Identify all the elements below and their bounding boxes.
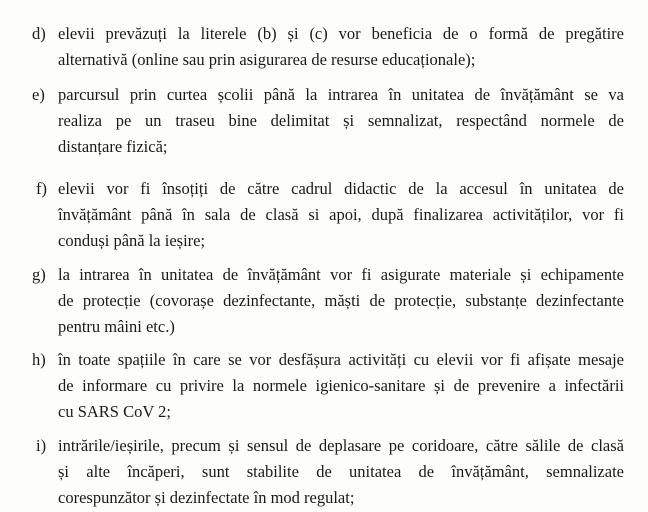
text-line: elevii vor fi însoțiți de către cadrul didactic de la accesul în unitatea de xyxy=(58,179,624,198)
text-line: parcursul prin curtea școlii până la intrarea în unitatea de învățământ se va xyxy=(58,85,624,104)
text-line: cu SARS CoV 2; xyxy=(58,402,171,421)
list-item-text xyxy=(58,176,624,254)
text-line: la intrarea în unitatea de învățământ vor fi asigurate materiale și echipamente xyxy=(58,265,624,284)
list-marker: g) xyxy=(32,265,46,284)
text-line: corespunzător și dezinfectate în mod regulat; xyxy=(58,488,355,507)
text-line: elevii prevăzuți la literele (b) și (c) vor beneficia de o formă de pregătire xyxy=(58,24,624,43)
text-line: distanțare fizică; xyxy=(58,137,168,156)
list-marker: i) xyxy=(36,436,47,455)
text-line: intrările/ieșirile, precum și sensul de deplasare pe coridoare, către sălile de clasă xyxy=(58,436,624,455)
list-marker: h) xyxy=(32,350,46,369)
list-item-text xyxy=(58,347,624,425)
text-line: pentru mâini etc.) xyxy=(58,317,175,336)
list-item-text xyxy=(58,433,624,511)
text-line: învățământ până în sala de clasă si apoi, după finalizarea activităților, vor fi xyxy=(58,205,624,224)
text-line: de informare cu privire la normele igienico-sanitare și de prevenire a infectării xyxy=(58,376,624,395)
text-line: realiza pe un traseu bine delimitat și semnalizat, respectând normele de xyxy=(58,111,624,130)
list-item-text xyxy=(58,262,624,340)
list-marker: e) xyxy=(32,85,45,104)
text-line: alternativă (online sau prin asigurarea de resurse educaționale); xyxy=(58,50,476,69)
text-line: conduși până la ieșire; xyxy=(58,231,206,250)
text-line: în toate spațiile în care se vor desfășura activități cu elevii vor fi afișate mesaje xyxy=(58,350,624,369)
list-item-text xyxy=(58,82,624,160)
list-marker: f) xyxy=(36,179,47,198)
text-line: și alte încăperi, sunt stabilite de unitatea de învățământ, semnalizate xyxy=(58,462,624,481)
list-item-text xyxy=(58,21,624,73)
text-line: de protecție (covorașe dezinfectante, măști de protecție, substanțe dezinfectante xyxy=(58,291,624,310)
list-marker: d) xyxy=(32,24,46,43)
